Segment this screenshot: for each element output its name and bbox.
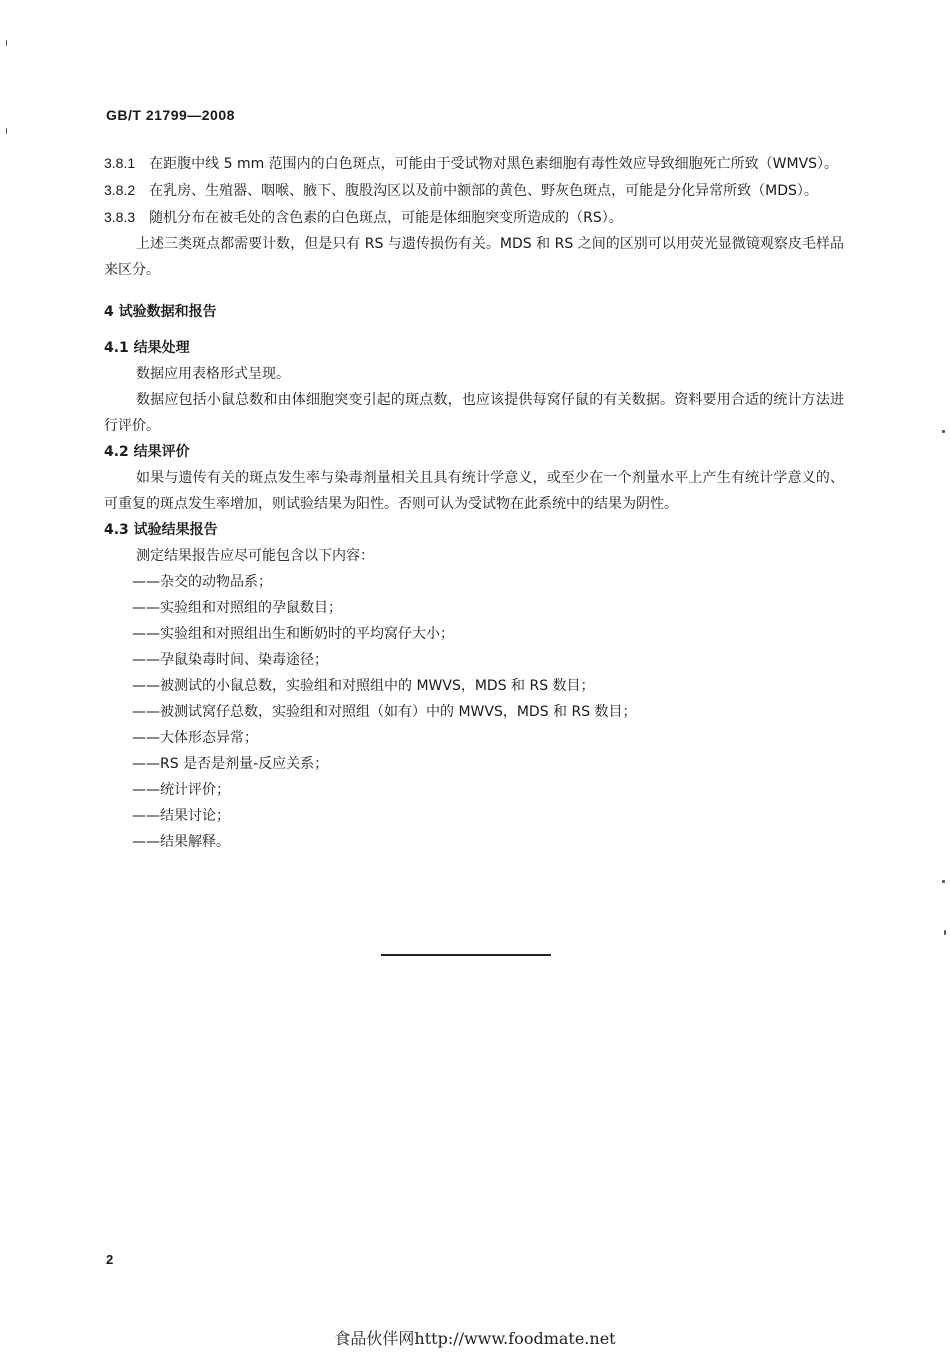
clause-note: 上述三类斑点都需要计数，但是只有 RS 与遗传损伤有关。MDS 和 RS 之间的区别可以用荧光显微镜观察皮毛样品来区分。 xyxy=(104,236,844,278)
page-number: 2 xyxy=(106,1252,114,1267)
list-item: ——孕鼠染毒时间、染毒途径； xyxy=(132,652,328,668)
scan-speck xyxy=(6,128,7,134)
list-item: ——实验组和对照组的孕鼠数目； xyxy=(132,600,342,616)
clause-number: 3.8.1 xyxy=(104,155,136,171)
section-4-1-para-1: 数据应用表格形式呈现。 xyxy=(136,366,290,382)
clause-text: 在乳房、生殖器、咽喉、腋下、腹股沟区以及前中额部的黄色、野灰色斑点，可能是分化异常所致（MDS）。 xyxy=(149,183,818,199)
scan-speck xyxy=(944,930,946,935)
section-4-1-title: 4.1 结果处理 xyxy=(104,340,190,356)
scan-speck xyxy=(942,430,945,433)
clause-number: 3.8.2 xyxy=(104,182,136,198)
document-body xyxy=(104,150,844,855)
clause-text: 随机分布在被毛处的含色素的白色斑点，可能是体细胞突变所造成的（RS）。 xyxy=(149,210,623,226)
section-4-2-title: 4.2 结果评价 xyxy=(104,444,190,460)
section-4-2-para-1: 如果与遗传有关的斑点发生率与染毒剂量相关且具有统计学意义，或至少在一个剂量水平上产生有统计学意义的、可重复的斑点发生率增加，则试验结果为阳性。否则可认为受试物在此系统中的结果为阴性。 xyxy=(104,470,844,512)
list-item: ——RS 是否是剂量-反应关系； xyxy=(132,756,329,772)
list-item: ——实验组和对照组出生和断奶时的平均窝仔大小； xyxy=(132,626,454,642)
list-item: ——被测试窝仔总数，实验组和对照组（如有）中的 MWVS，MDS 和 RS 数目； xyxy=(132,704,637,720)
section-4-3-title: 4.3 试验结果报告 xyxy=(104,522,218,538)
standard-code: GB/T 21799—2008 xyxy=(106,107,235,123)
scan-speck xyxy=(6,40,7,46)
clause-text: 在距腹中线 5 mm 范围内的白色斑点，可能由于受试物对黑色素细胞有毒性效应导致细胞死亡所致（WMVS）。 xyxy=(149,156,839,172)
end-of-text-rule xyxy=(381,954,551,956)
list-item: ——结果讨论； xyxy=(132,808,230,824)
report-items-list xyxy=(104,569,844,855)
clause-number: 3.8.3 xyxy=(104,209,136,225)
section-4-1-para-2: 数据应包括小鼠总数和由体细胞突变引起的斑点数，也应该提供每窝仔鼠的有关数据。资料要用合适的统计方法进行评价。 xyxy=(104,392,844,434)
clause-3-8-3 xyxy=(104,204,844,231)
list-item: ——结果解释。 xyxy=(132,834,230,850)
clause-3-8-2 xyxy=(104,177,844,204)
list-item: ——杂交的动物品系； xyxy=(132,574,272,590)
clause-3-8-1 xyxy=(104,150,844,177)
list-item: ——大体形态异常； xyxy=(132,730,258,746)
section-4-3-intro: 测定结果报告应尽可能包含以下内容： xyxy=(136,548,374,564)
list-item: ——被测试的小鼠总数，实验组和对照组中的 MWVS，MDS 和 RS 数目； xyxy=(132,678,595,694)
watermark-footer: 食品伙伴网http://www.foodmate.net xyxy=(334,1329,616,1348)
scan-speck xyxy=(942,880,945,883)
section-4-title: 4 试验数据和报告 xyxy=(104,304,217,320)
list-item: ——统计评价； xyxy=(132,782,230,798)
